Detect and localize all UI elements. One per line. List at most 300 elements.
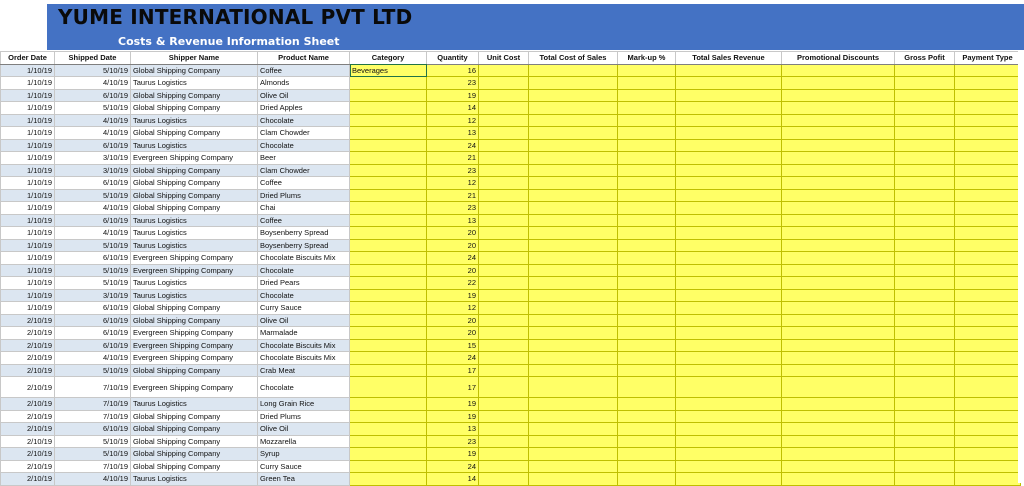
table-cell[interactable] <box>782 164 895 177</box>
table-cell[interactable] <box>676 289 782 302</box>
table-cell[interactable]: Syrup <box>258 448 350 461</box>
table-cell[interactable] <box>618 252 676 265</box>
column-header[interactable]: Quantity <box>427 52 479 65</box>
table-cell[interactable]: 20 <box>427 227 479 240</box>
table-cell[interactable] <box>955 89 1021 102</box>
table-cell[interactable] <box>955 277 1021 290</box>
table-cell[interactable] <box>782 460 895 473</box>
table-cell[interactable] <box>955 214 1021 227</box>
column-header[interactable]: Promotional Discounts <box>782 52 895 65</box>
table-cell[interactable]: Global Shipping Company <box>131 177 258 190</box>
table-cell[interactable]: 24 <box>427 352 479 365</box>
table-cell[interactable] <box>529 410 618 423</box>
table-cell[interactable] <box>895 277 955 290</box>
table-cell[interactable]: 2/10/19 <box>1 460 55 473</box>
table-cell[interactable] <box>676 202 782 215</box>
table-cell[interactable]: 2/10/19 <box>1 423 55 436</box>
table-cell[interactable] <box>529 398 618 411</box>
table-cell[interactable]: 5/10/19 <box>55 277 131 290</box>
table-cell[interactable]: Chocolate Biscuits Mix <box>258 352 350 365</box>
table-cell[interactable] <box>529 127 618 140</box>
table-cell[interactable] <box>479 77 529 90</box>
table-cell[interactable]: 16 <box>427 64 479 77</box>
table-cell[interactable]: 7/10/19 <box>55 410 131 423</box>
table-cell[interactable]: Coffee <box>258 177 350 190</box>
table-cell[interactable] <box>676 177 782 190</box>
table-cell[interactable] <box>529 289 618 302</box>
table-cell[interactable] <box>529 448 618 461</box>
table-cell[interactable] <box>618 64 676 77</box>
table-cell[interactable] <box>618 127 676 140</box>
table-cell[interactable]: 1/10/19 <box>1 139 55 152</box>
table-cell[interactable]: Long Grain Rice <box>258 398 350 411</box>
table-cell[interactable]: Chocolate <box>258 139 350 152</box>
table-cell[interactable]: 7/10/19 <box>55 460 131 473</box>
table-cell[interactable] <box>782 77 895 90</box>
table-cell[interactable]: 7/10/19 <box>55 377 131 398</box>
table-cell[interactable] <box>479 152 529 165</box>
table-cell[interactable] <box>895 89 955 102</box>
table-cell[interactable]: Dried Plums <box>258 410 350 423</box>
table-cell[interactable] <box>618 473 676 486</box>
table-cell[interactable]: Curry Sauce <box>258 302 350 315</box>
table-cell[interactable] <box>479 239 529 252</box>
table-cell[interactable] <box>955 64 1021 77</box>
table-cell[interactable]: Global Shipping Company <box>131 164 258 177</box>
table-cell[interactable]: Taurus Logistics <box>131 398 258 411</box>
table-cell[interactable] <box>529 473 618 486</box>
table-cell[interactable] <box>350 327 427 340</box>
table-cell[interactable] <box>676 352 782 365</box>
table-cell[interactable] <box>350 139 427 152</box>
table-cell[interactable] <box>955 460 1021 473</box>
table-cell[interactable]: 4/10/19 <box>55 127 131 140</box>
table-cell[interactable] <box>479 64 529 77</box>
table-cell[interactable]: Almonds <box>258 77 350 90</box>
table-cell[interactable] <box>479 314 529 327</box>
table-cell[interactable] <box>479 473 529 486</box>
table-cell[interactable] <box>955 352 1021 365</box>
table-cell[interactable] <box>618 77 676 90</box>
table-cell[interactable] <box>618 277 676 290</box>
table-cell[interactable]: 2/10/19 <box>1 327 55 340</box>
table-cell[interactable] <box>479 127 529 140</box>
table-cell[interactable] <box>479 435 529 448</box>
table-cell[interactable] <box>350 423 427 436</box>
column-header[interactable]: Order Date <box>1 52 55 65</box>
table-cell[interactable] <box>676 460 782 473</box>
table-cell[interactable] <box>479 410 529 423</box>
table-cell[interactable] <box>895 202 955 215</box>
table-cell[interactable] <box>676 214 782 227</box>
table-cell[interactable]: Dried Plums <box>258 189 350 202</box>
table-cell[interactable] <box>955 152 1021 165</box>
table-cell[interactable] <box>782 314 895 327</box>
table-cell[interactable]: 1/10/19 <box>1 77 55 90</box>
table-cell[interactable] <box>350 77 427 90</box>
table-cell[interactable] <box>782 264 895 277</box>
table-cell[interactable] <box>479 227 529 240</box>
table-cell[interactable] <box>782 102 895 115</box>
table-cell[interactable]: 23 <box>427 202 479 215</box>
table-cell[interactable]: Mozzarella <box>258 435 350 448</box>
table-cell[interactable] <box>782 139 895 152</box>
table-cell[interactable] <box>529 327 618 340</box>
table-cell[interactable] <box>955 239 1021 252</box>
table-cell[interactable] <box>676 364 782 377</box>
table-cell[interactable]: Chocolate Biscuits Mix <box>258 252 350 265</box>
table-cell[interactable] <box>895 289 955 302</box>
table-cell[interactable] <box>782 214 895 227</box>
table-cell[interactable]: 12 <box>427 114 479 127</box>
table-cell[interactable] <box>782 473 895 486</box>
table-cell[interactable] <box>618 114 676 127</box>
table-cell[interactable] <box>895 114 955 127</box>
table-cell[interactable]: 24 <box>427 252 479 265</box>
table-cell[interactable] <box>895 473 955 486</box>
table-cell[interactable] <box>782 352 895 365</box>
table-cell[interactable] <box>529 139 618 152</box>
table-cell[interactable]: Evergreen Shipping Company <box>131 352 258 365</box>
table-cell[interactable]: 5/10/19 <box>55 435 131 448</box>
table-cell[interactable]: 2/10/19 <box>1 314 55 327</box>
table-cell[interactable]: Beer <box>258 152 350 165</box>
table-cell[interactable] <box>955 227 1021 240</box>
table-cell[interactable] <box>955 314 1021 327</box>
table-cell[interactable] <box>895 314 955 327</box>
table-cell[interactable]: 1/10/19 <box>1 214 55 227</box>
table-cell[interactable] <box>529 377 618 398</box>
table-cell[interactable]: 2/10/19 <box>1 448 55 461</box>
table-cell[interactable] <box>895 252 955 265</box>
table-cell[interactable] <box>676 314 782 327</box>
table-cell[interactable] <box>618 435 676 448</box>
table-cell[interactable] <box>529 423 618 436</box>
table-cell[interactable] <box>479 327 529 340</box>
table-cell[interactable] <box>895 339 955 352</box>
table-cell[interactable] <box>676 398 782 411</box>
table-cell[interactable]: Taurus Logistics <box>131 239 258 252</box>
table-cell[interactable]: Chocolate <box>258 377 350 398</box>
table-cell[interactable] <box>479 164 529 177</box>
table-cell[interactable]: 2/10/19 <box>1 435 55 448</box>
table-cell[interactable]: Clam Chowder <box>258 127 350 140</box>
table-cell[interactable] <box>676 448 782 461</box>
table-cell[interactable] <box>895 102 955 115</box>
table-cell[interactable] <box>618 214 676 227</box>
table-cell[interactable]: 6/10/19 <box>55 214 131 227</box>
table-cell[interactable]: Global Shipping Company <box>131 202 258 215</box>
table-cell[interactable] <box>350 264 427 277</box>
table-cell[interactable]: 19 <box>427 89 479 102</box>
table-cell[interactable]: 4/10/19 <box>55 227 131 240</box>
table-cell[interactable]: Green Tea <box>258 473 350 486</box>
table-cell[interactable] <box>955 302 1021 315</box>
table-cell[interactable] <box>782 302 895 315</box>
table-cell[interactable] <box>782 327 895 340</box>
table-cell[interactable] <box>350 302 427 315</box>
table-cell[interactable] <box>529 364 618 377</box>
table-cell[interactable] <box>350 364 427 377</box>
table-cell[interactable] <box>782 127 895 140</box>
table-cell[interactable] <box>676 435 782 448</box>
table-cell[interactable]: Taurus Logistics <box>131 139 258 152</box>
table-cell[interactable] <box>955 102 1021 115</box>
table-cell[interactable]: 13 <box>427 127 479 140</box>
table-cell[interactable]: 4/10/19 <box>55 473 131 486</box>
table-cell[interactable] <box>782 227 895 240</box>
table-cell[interactable] <box>782 448 895 461</box>
table-cell[interactable] <box>350 189 427 202</box>
table-cell[interactable] <box>529 302 618 315</box>
table-cell[interactable]: 6/10/19 <box>55 314 131 327</box>
table-cell[interactable]: Taurus Logistics <box>131 473 258 486</box>
table-cell[interactable] <box>350 102 427 115</box>
table-cell[interactable] <box>479 177 529 190</box>
table-cell[interactable]: 1/10/19 <box>1 252 55 265</box>
table-cell[interactable] <box>529 89 618 102</box>
table-cell[interactable] <box>529 435 618 448</box>
table-cell[interactable]: 1/10/19 <box>1 89 55 102</box>
table-cell[interactable] <box>782 398 895 411</box>
table-cell[interactable]: Olive Oil <box>258 423 350 436</box>
table-cell[interactable] <box>895 435 955 448</box>
table-cell[interactable]: Global Shipping Company <box>131 435 258 448</box>
column-header[interactable]: Total Cost of Sales <box>529 52 618 65</box>
table-cell[interactable] <box>479 352 529 365</box>
table-cell[interactable]: Global Shipping Company <box>131 189 258 202</box>
table-cell[interactable] <box>782 364 895 377</box>
column-header[interactable]: Total Sales Revenue <box>676 52 782 65</box>
table-cell[interactable]: Taurus Logistics <box>131 227 258 240</box>
table-cell[interactable]: 2/10/19 <box>1 364 55 377</box>
table-cell[interactable] <box>529 189 618 202</box>
table-cell[interactable] <box>676 377 782 398</box>
table-cell[interactable] <box>618 327 676 340</box>
table-cell[interactable]: Taurus Logistics <box>131 77 258 90</box>
table-cell[interactable]: Clam Chowder <box>258 164 350 177</box>
table-cell[interactable] <box>895 302 955 315</box>
table-cell[interactable]: 5/10/19 <box>55 364 131 377</box>
table-cell[interactable] <box>479 364 529 377</box>
table-cell[interactable] <box>895 327 955 340</box>
table-cell[interactable] <box>955 114 1021 127</box>
table-cell[interactable] <box>479 302 529 315</box>
table-cell[interactable] <box>618 339 676 352</box>
table-cell[interactable]: 1/10/19 <box>1 177 55 190</box>
table-cell[interactable] <box>618 189 676 202</box>
table-cell[interactable]: 6/10/19 <box>55 252 131 265</box>
table-cell[interactable]: 17 <box>427 364 479 377</box>
table-cell[interactable]: 15 <box>427 339 479 352</box>
table-cell[interactable]: Chocolate Biscuits Mix <box>258 339 350 352</box>
table-cell[interactable] <box>618 152 676 165</box>
table-cell[interactable] <box>529 202 618 215</box>
table-cell[interactable] <box>895 377 955 398</box>
table-cell[interactable] <box>676 239 782 252</box>
table-cell[interactable] <box>618 177 676 190</box>
table-cell[interactable] <box>895 352 955 365</box>
table-cell[interactable]: 3/10/19 <box>55 152 131 165</box>
table-cell[interactable]: Coffee <box>258 64 350 77</box>
table-cell[interactable] <box>955 377 1021 398</box>
table-cell[interactable] <box>618 302 676 315</box>
table-cell[interactable]: Marmalade <box>258 327 350 340</box>
table-cell[interactable]: Global Shipping Company <box>131 364 258 377</box>
table-cell[interactable] <box>782 189 895 202</box>
table-cell[interactable]: 2/10/19 <box>1 377 55 398</box>
table-cell[interactable] <box>350 127 427 140</box>
table-cell[interactable] <box>350 398 427 411</box>
table-cell[interactable] <box>782 423 895 436</box>
table-cell[interactable] <box>350 227 427 240</box>
table-cell[interactable]: 20 <box>427 327 479 340</box>
table-cell[interactable] <box>479 102 529 115</box>
table-cell[interactable] <box>618 227 676 240</box>
table-cell[interactable] <box>955 164 1021 177</box>
table-cell[interactable]: 6/10/19 <box>55 327 131 340</box>
table-cell[interactable] <box>529 102 618 115</box>
table-cell[interactable] <box>350 314 427 327</box>
table-cell[interactable]: Crab Meat <box>258 364 350 377</box>
table-cell[interactable] <box>676 264 782 277</box>
table-cell[interactable]: Taurus Logistics <box>131 289 258 302</box>
table-cell[interactable]: 1/10/19 <box>1 102 55 115</box>
table-cell[interactable] <box>782 239 895 252</box>
table-cell[interactable] <box>350 448 427 461</box>
table-cell[interactable] <box>350 114 427 127</box>
table-cell[interactable]: 23 <box>427 164 479 177</box>
table-cell[interactable] <box>895 152 955 165</box>
table-cell[interactable] <box>350 289 427 302</box>
table-cell[interactable] <box>479 339 529 352</box>
table-cell[interactable] <box>676 64 782 77</box>
table-cell[interactable] <box>676 89 782 102</box>
column-header[interactable]: Unit Cost <box>479 52 529 65</box>
table-cell[interactable] <box>618 164 676 177</box>
table-cell[interactable] <box>350 164 427 177</box>
table-cell[interactable] <box>479 189 529 202</box>
table-cell[interactable] <box>618 460 676 473</box>
table-cell[interactable]: Taurus Logistics <box>131 114 258 127</box>
table-cell[interactable] <box>479 264 529 277</box>
table-cell[interactable] <box>479 139 529 152</box>
table-cell[interactable] <box>618 202 676 215</box>
table-cell[interactable] <box>350 252 427 265</box>
table-cell[interactable] <box>782 64 895 77</box>
table-cell[interactable]: 4/10/19 <box>55 202 131 215</box>
table-cell[interactable]: Evergreen Shipping Company <box>131 339 258 352</box>
table-cell[interactable] <box>895 189 955 202</box>
table-cell[interactable]: Dried Pears <box>258 277 350 290</box>
table-cell[interactable]: 1/10/19 <box>1 189 55 202</box>
table-cell[interactable]: 1/10/19 <box>1 127 55 140</box>
table-cell[interactable] <box>529 339 618 352</box>
table-cell[interactable] <box>350 352 427 365</box>
table-cell[interactable] <box>350 214 427 227</box>
table-cell[interactable] <box>895 410 955 423</box>
table-cell[interactable]: 14 <box>427 102 479 115</box>
table-cell[interactable] <box>618 314 676 327</box>
table-cell[interactable]: Taurus Logistics <box>131 277 258 290</box>
table-cell[interactable]: 23 <box>427 435 479 448</box>
table-cell[interactable] <box>479 202 529 215</box>
table-cell[interactable]: 5/10/19 <box>55 239 131 252</box>
table-cell[interactable]: 4/10/19 <box>55 114 131 127</box>
table-cell[interactable]: 2/10/19 <box>1 473 55 486</box>
table-cell[interactable]: 6/10/19 <box>55 339 131 352</box>
column-header[interactable]: Shipped Date <box>55 52 131 65</box>
table-cell[interactable] <box>782 202 895 215</box>
table-cell[interactable]: 5/10/19 <box>55 64 131 77</box>
column-header[interactable]: Shipper Name <box>131 52 258 65</box>
table-cell[interactable] <box>529 227 618 240</box>
table-cell[interactable] <box>676 423 782 436</box>
table-cell[interactable]: 14 <box>427 473 479 486</box>
table-cell[interactable] <box>955 252 1021 265</box>
column-header[interactable]: Gross Pofit <box>895 52 955 65</box>
table-cell[interactable] <box>895 364 955 377</box>
table-cell[interactable]: 5/10/19 <box>55 102 131 115</box>
table-cell[interactable]: Chocolate <box>258 264 350 277</box>
table-cell[interactable] <box>955 139 1021 152</box>
table-cell[interactable] <box>955 410 1021 423</box>
table-cell[interactable]: 2/10/19 <box>1 352 55 365</box>
table-cell[interactable]: 6/10/19 <box>55 423 131 436</box>
table-cell[interactable] <box>350 377 427 398</box>
table-cell[interactable]: Global Shipping Company <box>131 64 258 77</box>
table-cell[interactable] <box>955 423 1021 436</box>
table-cell[interactable] <box>676 302 782 315</box>
table-cell[interactable]: Global Shipping Company <box>131 302 258 315</box>
table-cell[interactable]: 17 <box>427 377 479 398</box>
table-cell[interactable] <box>676 152 782 165</box>
table-cell[interactable]: Chai <box>258 202 350 215</box>
table-cell[interactable] <box>350 473 427 486</box>
table-cell[interactable] <box>782 177 895 190</box>
table-cell[interactable]: 3/10/19 <box>55 289 131 302</box>
table-cell[interactable]: 12 <box>427 177 479 190</box>
table-cell[interactable] <box>618 289 676 302</box>
table-cell[interactable] <box>618 377 676 398</box>
table-cell[interactable] <box>479 214 529 227</box>
table-cell[interactable]: 1/10/19 <box>1 264 55 277</box>
table-cell[interactable] <box>782 277 895 290</box>
table-cell[interactable] <box>895 398 955 411</box>
table-cell[interactable]: 6/10/19 <box>55 177 131 190</box>
table-cell[interactable] <box>350 460 427 473</box>
table-cell[interactable]: Global Shipping Company <box>131 410 258 423</box>
table-cell[interactable] <box>676 114 782 127</box>
table-cell[interactable] <box>618 364 676 377</box>
table-cell[interactable] <box>529 277 618 290</box>
table-cell[interactable] <box>955 339 1021 352</box>
table-cell[interactable] <box>479 277 529 290</box>
table-cell[interactable] <box>529 460 618 473</box>
table-cell[interactable]: 19 <box>427 448 479 461</box>
table-cell[interactable] <box>529 177 618 190</box>
table-cell[interactable] <box>350 152 427 165</box>
table-cell[interactable] <box>782 410 895 423</box>
table-cell[interactable] <box>895 448 955 461</box>
table-cell[interactable]: Curry Sauce <box>258 460 350 473</box>
table-cell[interactable]: 13 <box>427 423 479 436</box>
table-cell[interactable] <box>676 102 782 115</box>
table-cell[interactable]: 7/10/19 <box>55 398 131 411</box>
table-cell[interactable] <box>955 398 1021 411</box>
table-cell[interactable] <box>529 64 618 77</box>
table-cell[interactable]: Olive Oil <box>258 89 350 102</box>
